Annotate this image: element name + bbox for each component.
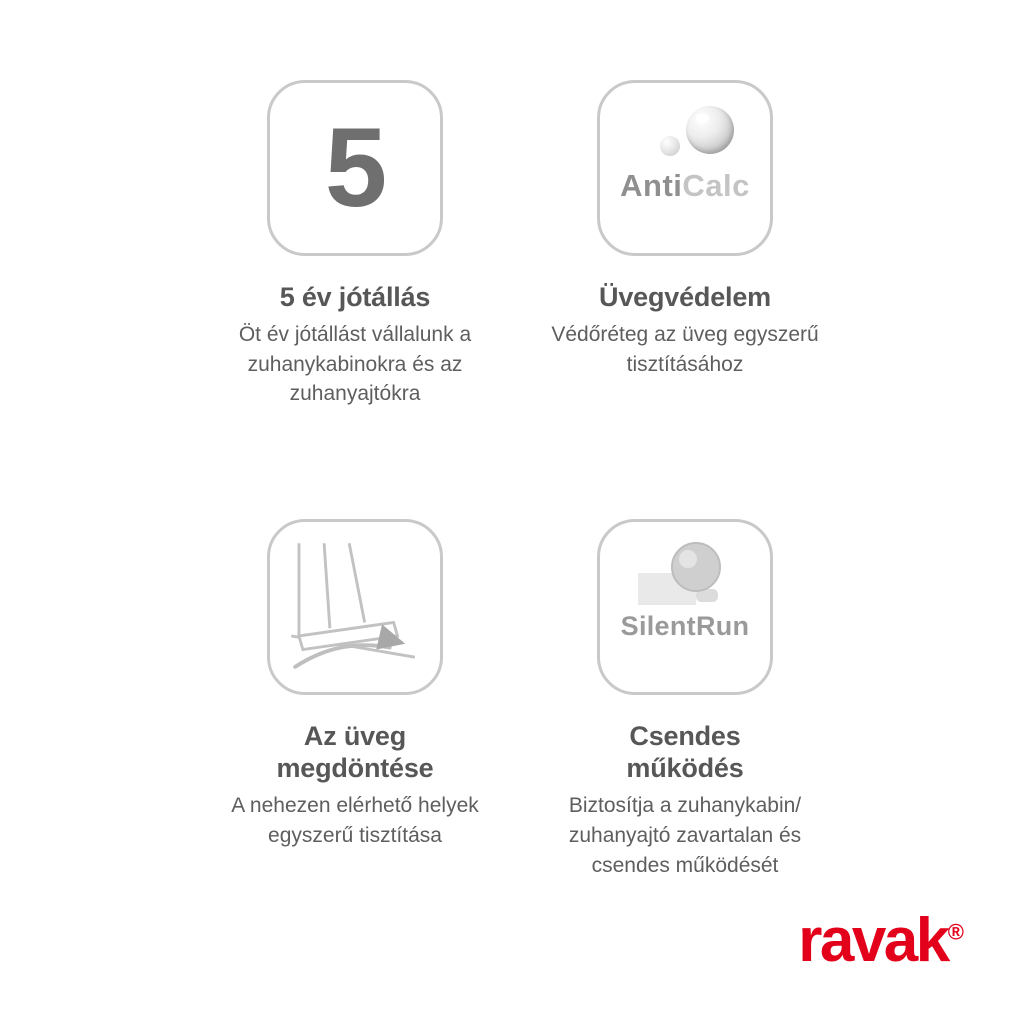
- feature-title: 5 év jótállás: [279, 282, 431, 312]
- feature-description: Biztosítja a zuhanykabin/ zuhanyajtó zavartalan és csendes működését: [568, 794, 802, 877]
- silentrun-wordmark: SilentRun: [620, 611, 750, 642]
- anticalc-wordmark-part2: Calc: [682, 168, 750, 203]
- ravak-logo: [798, 906, 964, 975]
- feature-card-tilting-glass: [190, 519, 520, 880]
- tilting-glass-icon: [270, 519, 440, 695]
- feature-grid: [190, 80, 850, 880]
- warranty-icon-box: [267, 80, 443, 256]
- feature-title: Üvegvédelem: [599, 282, 771, 312]
- anticalc-icon-box: [597, 80, 773, 256]
- silentrun-icon: [600, 519, 770, 695]
- tilting-glass-icon-box: [267, 519, 443, 695]
- feature-title-line2: megdöntése: [276, 753, 434, 784]
- feature-card-warranty: [190, 80, 520, 409]
- feature-card-glass-protection: [520, 80, 850, 409]
- feature-description: Öt év jótállást vállalunk a zuhanykabinokra és az zuhanyajtókra: [238, 322, 472, 406]
- anticalc-wordmark: [600, 168, 770, 204]
- feature-title-line1: Az üveg: [303, 721, 407, 752]
- feature-title: [276, 721, 433, 785]
- feature-description: Védőréteg az üveg egyszerű tisztításához: [551, 322, 819, 376]
- water-drop-small-icon: [660, 136, 680, 156]
- water-drop-large-icon: [686, 106, 734, 154]
- feature-card-silent-operation: [520, 519, 850, 880]
- feature-description: A nehezen elérhető helyek egyszerű tisztítása: [231, 794, 479, 847]
- brand-name: ravak: [798, 906, 948, 975]
- number-five-icon: 5: [324, 105, 386, 230]
- silentrun-icon-box: [597, 519, 773, 695]
- anticalc-icon: [600, 80, 770, 256]
- feature-title: [626, 721, 743, 785]
- registered-trademark-icon: ®: [947, 919, 964, 945]
- feature-title-line1: Csendes: [629, 721, 741, 752]
- feature-title-line2: működés: [626, 753, 744, 784]
- anticalc-wordmark-part1: Anti: [620, 168, 683, 203]
